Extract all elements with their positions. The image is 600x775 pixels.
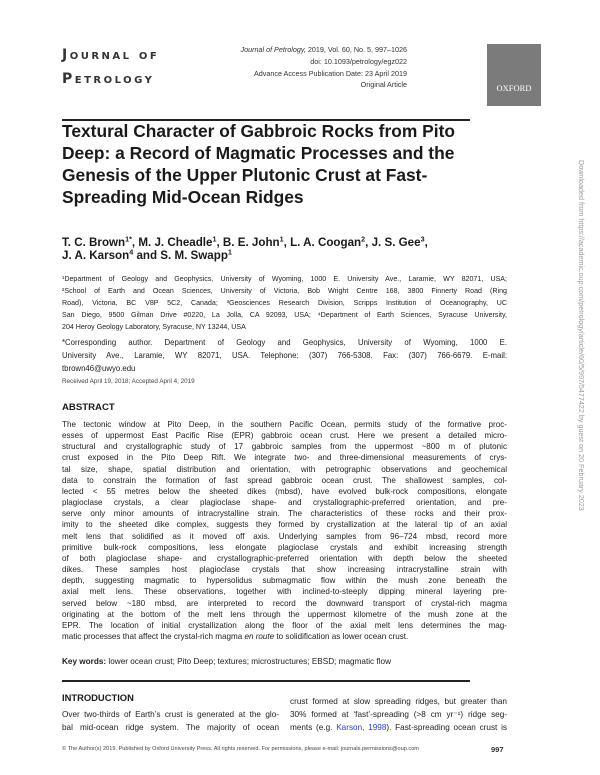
author-separator: , bbox=[365, 236, 372, 249]
text-line: lected < 55 metres below the sheeted dikes (mbsd), have evolved bulk-rock compositions, elongate bbox=[62, 486, 507, 496]
author-line-2 bbox=[62, 249, 428, 262]
citation bbox=[241, 44, 408, 56]
text-line: crust exposed in the Pito Deep Rift. We integrate two- and three-dimensional measurements of crys- bbox=[62, 453, 507, 463]
author-name: J. S. Gee bbox=[371, 236, 421, 249]
doi[interactable]: doi: 10.1093/petrology/egz022 bbox=[310, 56, 407, 66]
publication-date: Advance Access Publication Date: 23 April 2019 bbox=[253, 68, 407, 78]
corresponding-author bbox=[62, 336, 507, 375]
text-line: served below ~180 mbsd, are interpreted to record the downward transport of crystal-rich magma bbox=[62, 598, 507, 608]
text-line: The tectonic window at Pito Deep, in the southern Pacific Ocean, permits study of the formative proc- bbox=[62, 420, 507, 429]
text-line: of both plagioclase shape- and crystallographic-preferred orientation with depth below the sheeted bbox=[62, 553, 507, 563]
abstract-body bbox=[62, 419, 507, 642]
text-line: dikes. These samples host plagioclase crystals that show increasing intracrystalline strain with bbox=[62, 565, 507, 575]
text-line: depth, suggesting magmatic to hypersolidus submagmatic flow within the mush zone beneath the bbox=[62, 576, 507, 586]
abstract-heading: ABSTRACT bbox=[62, 402, 115, 413]
text-line: ments (e.g. Karson, 1998). Fast-spreading ocean crust is bbox=[290, 723, 507, 732]
oxford-logo-text: OXFORD bbox=[496, 83, 532, 93]
copyright-footer: © The Author(s) 2019. Published by Oxford University Press. All rights reserved. For permissions, please e-mail: journals.permissions@oup.com bbox=[62, 746, 419, 752]
author-separator: , bbox=[216, 236, 223, 249]
author-affiliation-mark: 1 bbox=[279, 234, 284, 244]
author-affiliation-mark: 1 bbox=[212, 234, 217, 244]
article-title: Textural Character of Gabbroic Rocks from Pito Deep: a Record of Magmatic Processes and the Genesis of the Upper Plutonic Crust at Fast-Spreading Mid-Ocean Ridges bbox=[62, 121, 455, 207]
introduction-right-column bbox=[290, 695, 507, 734]
oxford-logo bbox=[487, 44, 541, 106]
text-line: *Corresponding author. Department of Geology and Geophysics, University of Wyoming, 1000 E. bbox=[62, 338, 507, 347]
author-line-1 bbox=[62, 236, 428, 249]
author-name: S. M. Swapp bbox=[160, 249, 228, 262]
author-affiliation-mark: 1 bbox=[227, 247, 232, 257]
author-affiliation-mark: 1* bbox=[125, 234, 132, 244]
text-line: structural and crystallographic study of 17 gabbroic samples from the uppermost ~800 m of plutonic bbox=[62, 442, 507, 452]
author-name: T. C. Brown bbox=[62, 236, 126, 249]
section-rule bbox=[62, 680, 470, 682]
text-line: tbrown46@uwyo.edu bbox=[62, 364, 136, 373]
text-line: data to constrain the formation of fast spread gabbroic ocean crust. The shallowest samples, col- bbox=[62, 475, 507, 485]
text-line: axial melt lens. These observations, together with inclined-to-steeply dipping mineral layering pre- bbox=[62, 587, 507, 597]
text-line: EPR. The location of initial crystallization along the floor of the axial melt lens determines the mag- bbox=[62, 620, 507, 630]
author-affiliation-mark: 2 bbox=[361, 234, 366, 244]
text-line: matic processes that affect the crystal-rich magma en route to solidification as lower ocean crust. bbox=[62, 631, 409, 641]
keywords-label: Key words: bbox=[62, 657, 107, 666]
text-line: Road), Victoria, BC V8P 5C2, Canada; ³Geosciences Research Division, Scripps Institution of Oceanography, UC bbox=[62, 299, 507, 307]
article-type: Original Article bbox=[360, 80, 407, 90]
author-list bbox=[62, 236, 428, 262]
citation-journal: Journal of Petrology, bbox=[240, 45, 306, 54]
journal-name-line2: Petrology bbox=[62, 71, 155, 87]
text-line: 30% formed at ‘fast’-spreading (>8 cm yr⁻¹) ridge seg- bbox=[290, 710, 507, 719]
text-line: originating at the bottom of the melt lens through the uppermost kilometre of the mush zone at the bbox=[62, 609, 507, 619]
text-line: Over two-thirds of Earth’s crust is generated at the glo- bbox=[62, 710, 279, 719]
author-affiliation-mark: 4 bbox=[129, 247, 134, 257]
page-number: 997 bbox=[491, 745, 504, 754]
text-line: serve only minor amounts of intracrystalline strain. The characteristics of these rocks and their prox- bbox=[62, 509, 507, 519]
received-accepted-dates: Received April 19, 2018; Accepted April 4, 2019 bbox=[62, 378, 195, 385]
author-name: J. A. Karson bbox=[62, 249, 130, 262]
text-line: esses of uppermost East Pacific Rise (EPR) gabbroic ocean crust. Here we present a detailed micro- bbox=[62, 431, 507, 441]
text-line: imity to the sheeted dike complex, suggests they formed by crystallization at the lateral tip of an axial bbox=[62, 520, 507, 530]
journal-name-line1: Journal of bbox=[62, 47, 160, 63]
keywords-text: lower ocean crust; Pito Deep; textures; microstructures; EBSD; magmatic flow bbox=[106, 657, 391, 666]
author-name: L. A. Coogan bbox=[290, 236, 362, 249]
text-line: crust formed at slow spreading ridges, but greater than bbox=[290, 697, 507, 706]
text-line: ²School of Earth and Ocean Sciences, University of Victoria, Bob Wright Centre 168, 3800 Finnerty Road (Ring bbox=[62, 287, 507, 295]
citation-link-karson-1998[interactable]: Karson, 1998 bbox=[336, 723, 387, 732]
keywords bbox=[62, 657, 391, 666]
text-line: ¹Department of Geology and Geophysics, University of Wyoming, 1000 E. University Ave., Laramie, WY 82071, USA; bbox=[62, 275, 507, 283]
author-separator: and bbox=[133, 249, 161, 262]
download-notice: Downloaded from https://academic.oup.com/petrology/article/60/5/997/5477422 by guest on 20 February 2023 bbox=[577, 160, 586, 511]
author-separator: , bbox=[283, 236, 291, 249]
text-line: 204 Heroy Geology Laboratory, Syracuse, NY 13244, USA bbox=[62, 323, 246, 331]
text-line: bal mid-ocean ridge system. The majority of ocean bbox=[62, 723, 279, 732]
affiliations bbox=[62, 273, 507, 333]
introduction-left-column bbox=[62, 708, 279, 734]
text-line: melt lens that solidified as it moved off axis. Underlying samples from 96–724 mbsd, record more bbox=[62, 531, 507, 541]
article-metadata bbox=[241, 44, 408, 91]
author-affiliation-mark: 3 bbox=[420, 234, 425, 244]
author-name: M. J. Cheadle bbox=[138, 236, 213, 249]
text-line: University Ave., Laramie, WY 82071, USA. Telephone: (307) 766-5308. Fax: (307) 766-6679. E-mail: bbox=[62, 351, 507, 360]
citation-details: 2019, Vol. 60, No. 5, 997–1026 bbox=[305, 45, 407, 54]
introduction-heading: INTRODUCTION bbox=[62, 692, 134, 703]
text-line: tal size, shape, spatial distribution and orientation, with petrographic observations and geochemical bbox=[62, 464, 507, 474]
text-line: San Diego, 9500 Gilman Drive #0220, La Jolla, CA 92093, USA; ⁴Department of Earth Sciences, Syracuse University, bbox=[62, 311, 507, 319]
author-separator: , bbox=[424, 236, 428, 249]
text-line: plagioclase crystals, a clear plagioclase shape- and crystallographic-preferred orientation, and pre- bbox=[62, 498, 507, 508]
author-separator: , bbox=[131, 236, 139, 249]
text-line: primitive bulk-rock compositions, less elongate plagioclase crystals and exhibit increasing strength bbox=[62, 542, 507, 552]
author-name: B. E. John bbox=[222, 236, 280, 249]
